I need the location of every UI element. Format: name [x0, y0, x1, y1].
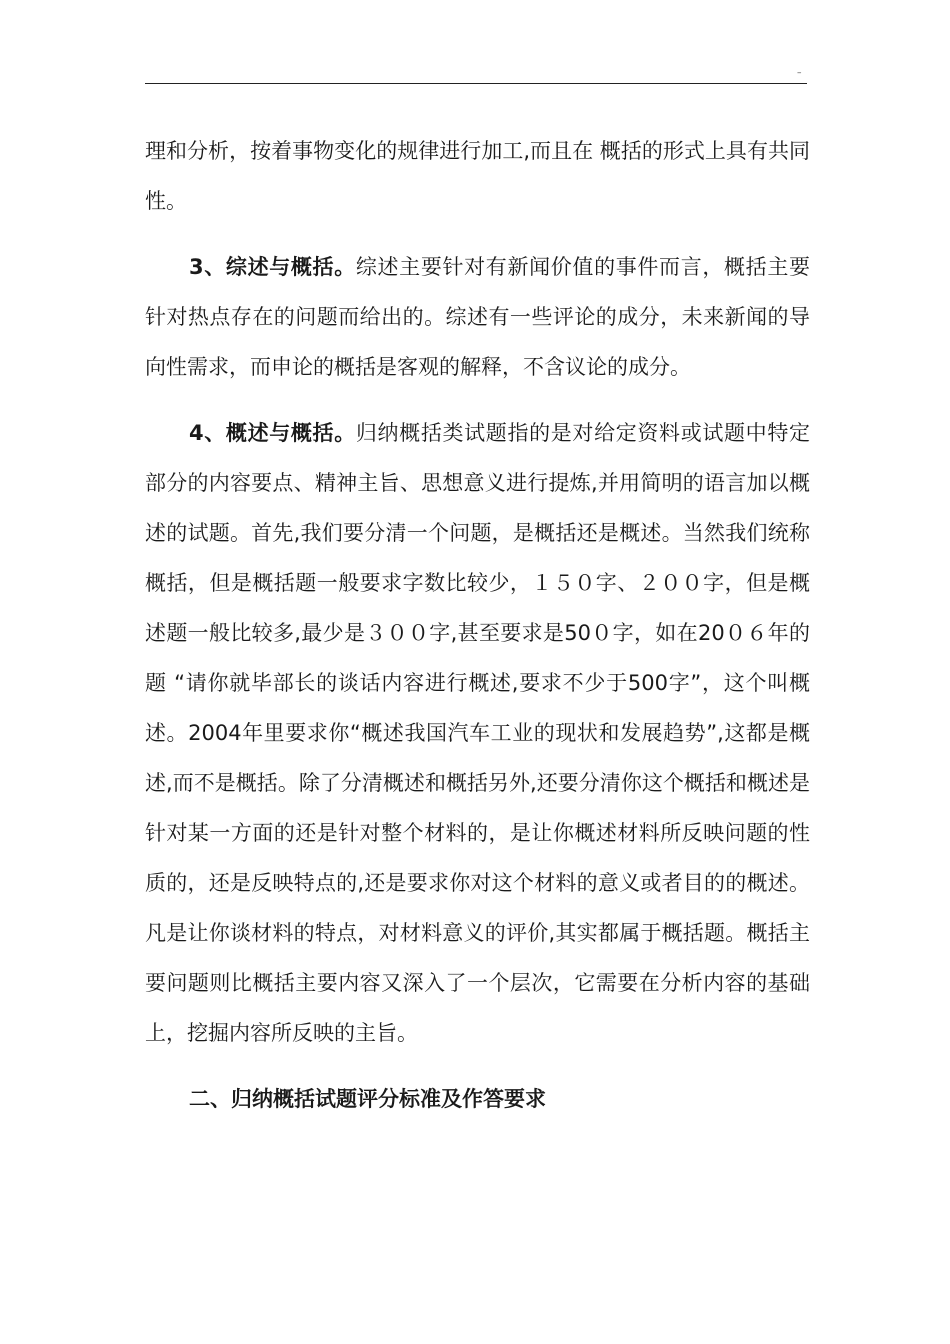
paragraph-overview-vs-generalization	[145, 408, 810, 1058]
paragraph-heading: 4、概述与概括。	[189, 421, 356, 445]
paragraph-text: 归纳概括类试题指的是对给定资料或试题中特定部分的内容要点、精神主旨、思想意义进行提炼,并用简明的语言加以概述的试题。首先,我们要分清一个问题，是概括还是概述。当然我们统称概括，但是概括题一般要求字数比较少，１５０字、２００字，但是概述题一般比较多,最少是３００字,甚至要求是50０字，如在20０６年的题 “请你就毕部长的谈话内容进行概述,要求不少于500字”，这个叫概述。2004年里要求你“概述我国汽车工业的现状和发展趋势”,这都是概述,而不是概括。除了分清概述和概括另外,还要分清你这个概括和概述是针对某一方面的还是针对整个材料的，是让你概述材料所反映问题的性质的，还是反映特点的,还是要求你对这个材料的意义或者目的的概述。凡是让你谈材料的特点，对材料意义的评价,其实都属于概括题。概括主要问题则比概括主要内容又深入了一个层次，它需要在分析内容的基础上，挖掘内容所反映的主旨。	[145, 421, 810, 1045]
section-heading-text: 二、归纳概括试题评分标准及作答要求	[189, 1087, 546, 1111]
section-heading	[145, 1074, 810, 1124]
paragraph-heading: 3、综述与概括。	[189, 255, 356, 279]
paragraph-continued	[145, 126, 810, 226]
header-mark: –	[797, 68, 802, 78]
paragraph-summary-vs-generalization	[145, 242, 810, 392]
document-body	[145, 126, 810, 1124]
paragraph-text: 理和分析，按着事物变化的规律进行加工,而且在 概括的形式上具有共同性。	[145, 139, 810, 213]
paragraph-text: 综述主要针对有新闻价值的事件而言，概括主要针对热点存在的问题而给出的。综述有一些评论的成分，未来新闻的导向性需求，而申论的概括是客观的解释，不含议论的成分。	[145, 255, 810, 379]
header-rule	[145, 83, 807, 84]
